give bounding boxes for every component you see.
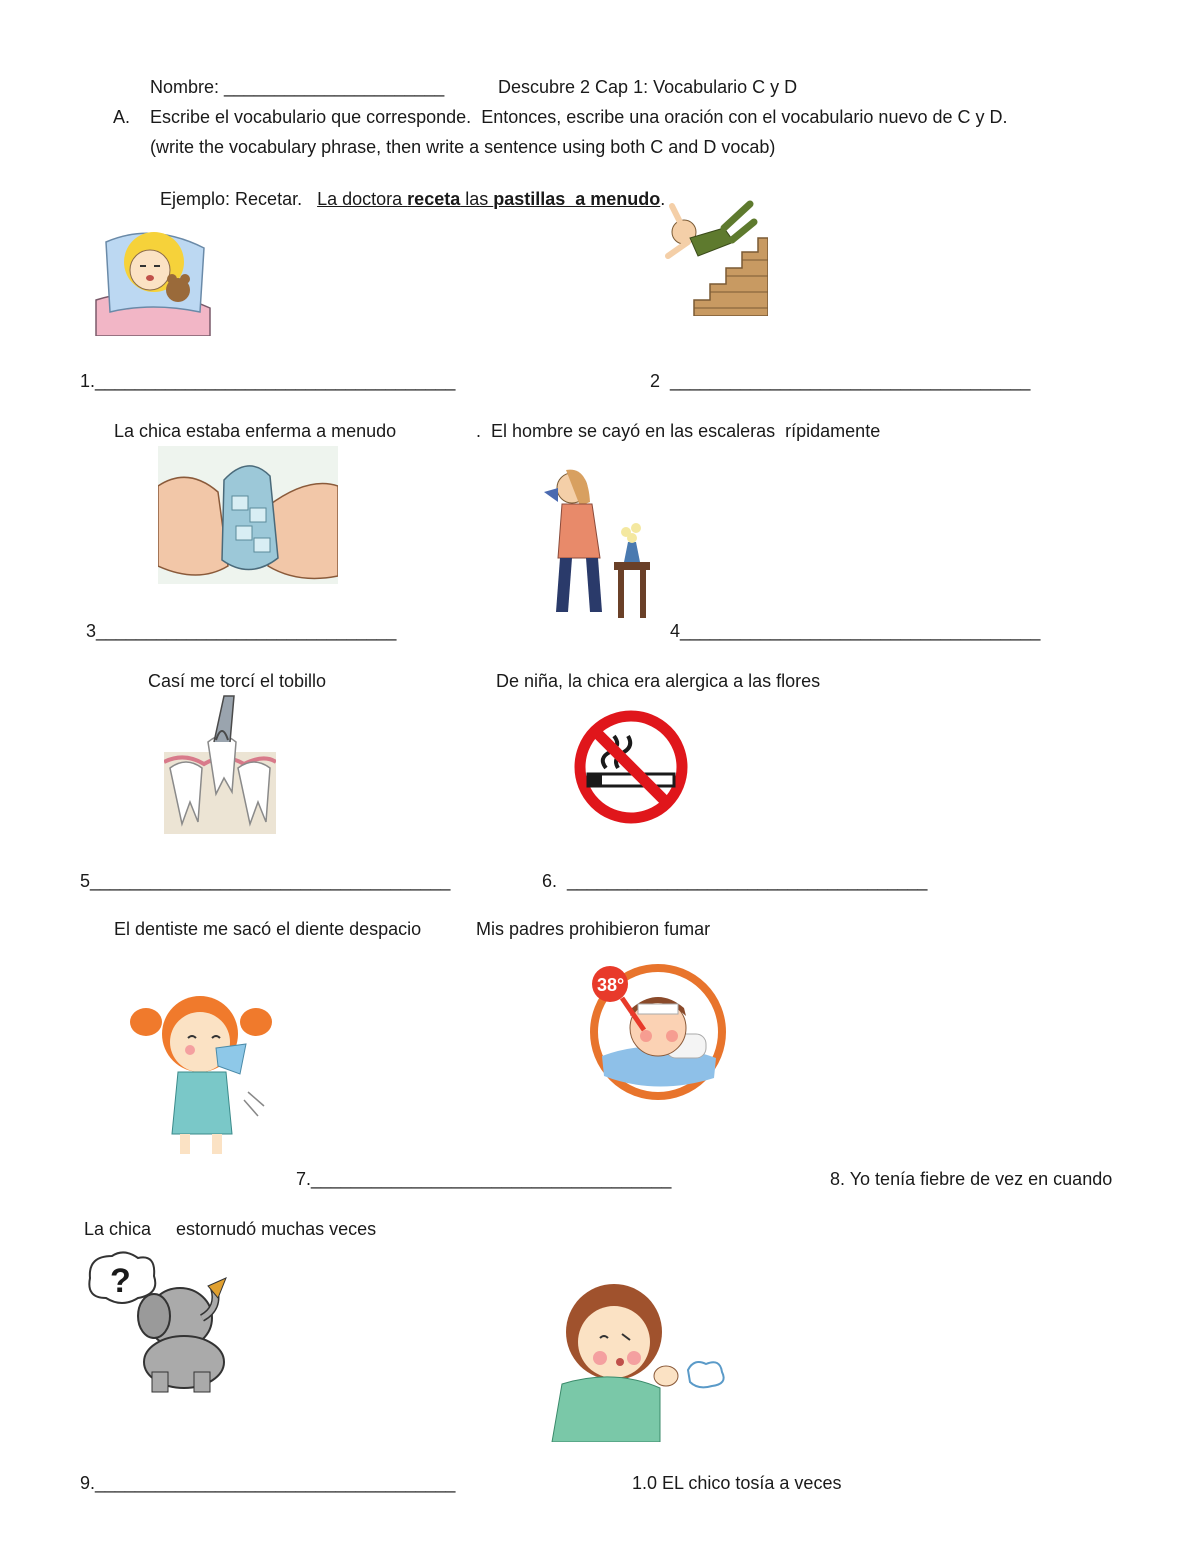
forgetful-elephant-icon bbox=[84, 1248, 236, 1394]
fever-label: 38° bbox=[597, 975, 625, 995]
example-object: pastillas a menudo bbox=[493, 189, 661, 209]
sick-girl-in-bed-icon bbox=[92, 212, 220, 336]
blank-1[interactable]: 1.____________________________________ bbox=[80, 371, 456, 391]
answer-1: La chica estaba enferma a menudo bbox=[114, 421, 397, 441]
answer-6: Mis padres prohibieron fumar bbox=[476, 919, 711, 939]
no-smoking-icon bbox=[574, 710, 688, 824]
boy-fever-icon bbox=[586, 960, 730, 1100]
tooth-extraction-icon bbox=[164, 692, 276, 834]
example-sentence bbox=[150, 166, 665, 210]
blank-3[interactable]: 3______________________________ bbox=[86, 621, 397, 641]
instructions-line-2: (write the vocabulary phrase, then write a sentence using both C and D vocab) bbox=[150, 137, 776, 157]
question-mark: ? bbox=[110, 1262, 131, 1300]
blank-4[interactable]: 4____________________________________ bbox=[670, 621, 1041, 641]
woman-sneezing-flowers-icon bbox=[528, 462, 654, 620]
name-line[interactable]: Nombre: ______________________ bbox=[150, 77, 445, 97]
answer-2: . El hombre se cayó en las escaleras rípidamente bbox=[476, 421, 881, 441]
blank-6[interactable]: 6. ____________________________________ bbox=[542, 871, 928, 891]
example-part: La doctora bbox=[317, 189, 408, 209]
ice-pack-ankle-icon bbox=[158, 446, 338, 584]
blank-5[interactable]: 5____________________________________ bbox=[80, 871, 451, 891]
instructions-line-1: Escribe el vocabulario que corresponde. Entonces, escribe una oración con el vocabulario nuevo de C y D. bbox=[150, 107, 1008, 127]
girl-sneezing-icon bbox=[128, 988, 274, 1156]
answer-3: Casí me torcí el tobillo bbox=[148, 671, 327, 691]
blank-2[interactable]: 2 ____________________________________ bbox=[650, 371, 1031, 391]
answer-8: 8. Yo tenía fiebre de vez en cuando bbox=[830, 1169, 1113, 1189]
answer-5: El dentiste me sacó el diente despacio bbox=[114, 919, 422, 939]
example-verb: receta bbox=[407, 189, 461, 209]
worksheet-title: Descubre 2 Cap 1: Vocabulario C y D bbox=[498, 77, 798, 97]
example-part: las bbox=[460, 189, 494, 209]
answer-10: 1.0 EL chico tosía a veces bbox=[632, 1473, 842, 1493]
section-letter: A. bbox=[113, 107, 131, 127]
man-falling-stairs-icon bbox=[654, 198, 768, 316]
blank-7[interactable]: 7.____________________________________ bbox=[296, 1169, 672, 1189]
boy-coughing-icon bbox=[548, 1272, 728, 1442]
example-label: Ejemplo: Recetar. bbox=[160, 189, 303, 209]
answer-4: De niña, la chica era alergica a las flores bbox=[496, 671, 821, 691]
blank-9[interactable]: 9.____________________________________ bbox=[80, 1473, 456, 1493]
example-period: . bbox=[660, 189, 666, 209]
answer-7: La chica estornudó muchas veces bbox=[84, 1219, 377, 1239]
